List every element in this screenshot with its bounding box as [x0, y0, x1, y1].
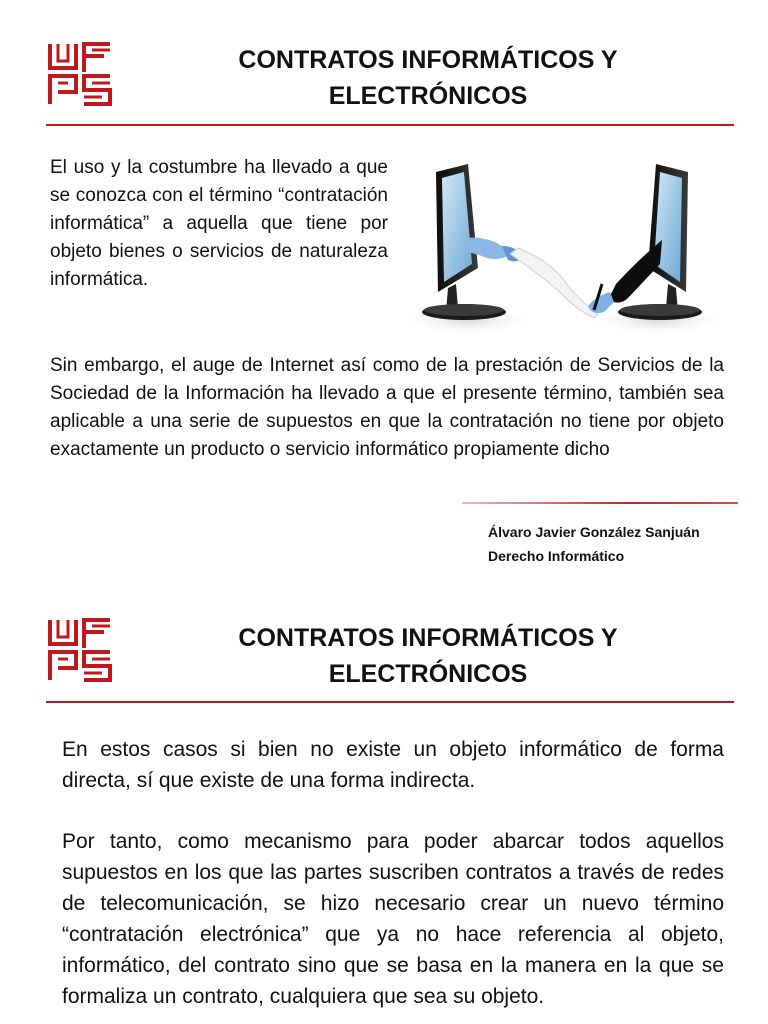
author-subject: Derecho Informático [488, 548, 625, 564]
author-name: Álvaro Javier González Sanjuán [488, 524, 700, 540]
title-divider [46, 124, 734, 126]
author-block [488, 520, 700, 568]
title-divider [46, 701, 734, 703]
ufps-logo [46, 40, 114, 108]
author-divider [462, 502, 738, 504]
slide-title [200, 42, 656, 114]
intro-paragraph: En estos casos si bien no existe un objeto informático de forma directa, sí que existe de una forma indirecta. [62, 738, 724, 792]
body-paragraph: Sin embargo, el auge de Internet así como de la prestación de Servicios de la Sociedad de la Información ha llevado a que el presente término, también sea aplicable a una serie de supuestos en que la contratación no tiene por objeto exactamente un producto o servicio informático propiamente dicho [50, 355, 724, 460]
intro-paragraph: El uso y la costumbre ha llevado a que se conozca con el término “contratación informática” a aquella que tiene por objeto bienes o servicios de naturaleza informática. [50, 157, 388, 290]
body-paragraph: Por tanto, como mecanismo para poder abarcar todos aquellos supuestos en los que las partes suscriben contratos a través de redes de telecomunicación, se hizo necesario crear un nuevo término “contratación electrónica” que ya no hace referencia al objeto, informático, del contrato sino que se basa en la manera en la que se formaliza un contrato, cualquiera que sea su objeto. [62, 830, 724, 1008]
monitors-handing-contract-illustration [398, 160, 726, 336]
title-line-2: ELECTRÓNICOS [328, 660, 528, 688]
title-line-1: CONTRATOS INFORMÁTICOS Y [238, 46, 618, 74]
ufps-logo [46, 616, 114, 684]
title-line-2: ELECTRÓNICOS [328, 82, 528, 110]
title-line-1: CONTRATOS INFORMÁTICOS Y [238, 624, 618, 652]
slide-2 [0, 590, 768, 1024]
slide-title [200, 620, 656, 692]
